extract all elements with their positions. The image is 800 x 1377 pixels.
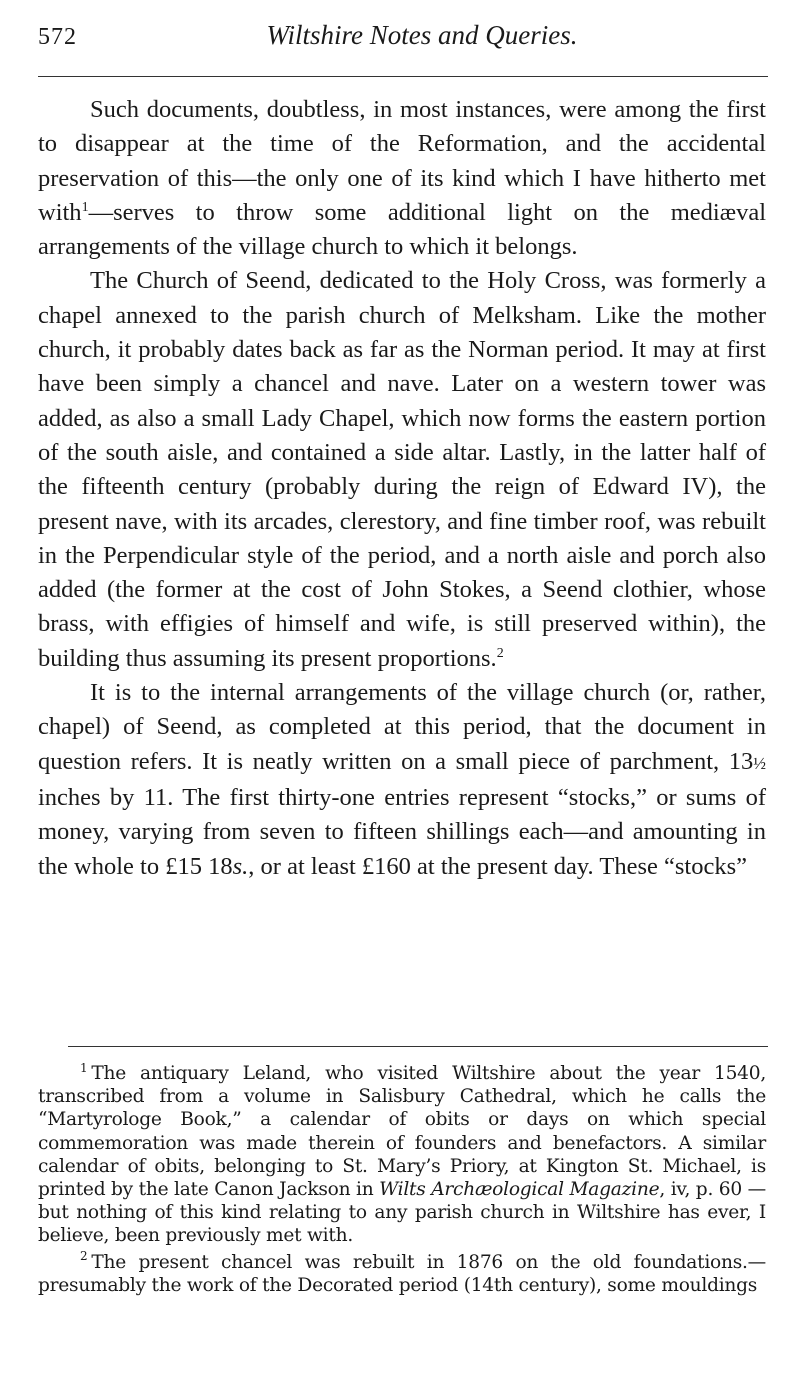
footnote-2-text: The present chancel was rebuilt in 1876 on the old foundations.—presumably the work of the Decorated period (14th century), some mouldings [38, 1251, 766, 1296]
shillings-abbrev: s. [232, 852, 249, 880]
paragraph-3 [38, 676, 766, 884]
running-title: Wiltshire Notes and Queries. [266, 20, 578, 50]
footnote-1-mark: 1 [80, 1060, 88, 1075]
footnote-rule [68, 1046, 768, 1047]
footnote-ref-2[interactable]: 2 [496, 645, 504, 661]
fraction-half: ½ [753, 753, 766, 773]
page-header [38, 0, 766, 62]
body-text [38, 93, 766, 884]
paragraph-2-text: The Church of Seend, dedicated to the Holy Cross, was formerly a chapel annexed to the parish church of Melksham. Like the mother church, it probably dates back as far as the Norman period. It may at first have been simply a chancel and nave. Later on a western tower was added, as also a small Lady Chapel, which now forms the eastern portion of the south aisle, and contained a side altar. Lastly, in the latter half of the fifteenth century (probably during the reign of Edward IV), the present nave, with its arcades, clerestory, and fine timber roof, was rebuilt in the Perpendicular style of the period, and a north aisle and porch also added (the former at the cost of John Stokes, a Seend clothier, whose brass, with effigies of himself and wife, is still preserved within), the building thus assuming its present proportions. [38, 267, 766, 672]
header-rule [38, 76, 768, 77]
footnote-1 [38, 1062, 766, 1248]
paragraph-3-text-c: , or at least £160 at the present day. These “stocks” [248, 852, 747, 880]
paragraph-1-text-b: —serves to throw some additional light on the mediæval arrangements of the village church to which it belongs. [38, 198, 766, 261]
page-number: 572 [38, 24, 77, 50]
footnote-ref-1[interactable]: 1 [81, 199, 89, 215]
footnote-1-title: Wilts Archæological Magazine [379, 1179, 660, 1201]
footnote-2-mark: 2 [80, 1249, 88, 1264]
paragraph-1 [38, 93, 766, 264]
footnote-1-text-b: , iv, p. 60 —but nothing of this kind relating to any parish church in Wiltshire has ever, I believe, been previously met with. [38, 1179, 766, 1247]
paragraph-2 [38, 264, 766, 676]
paragraph-3-text-b: inches by 11. The first thirty-one entries represent “stocks,” or sums of money, varying from seven to fifteen shillings each—and amounting in the whole to £15 18 [38, 783, 766, 880]
footnote-1-text-a: The antiquary Leland, who visited Wiltshire about the year 1540, transcribed from a volume in Salisbury Cathedral, which he calls the “Martyrologe Book,” a calendar of obits or days on which special commemoration was made therein of founders and benefactors. A similar calendar of obits, belonging to St. Mary’s Priory, at Kington St. Michael, is printed by the late Canon Jackson in [38, 1063, 766, 1201]
document-page [38, 0, 766, 1296]
paragraph-3-text-a: It is to the internal arrangements of the village church (or, rather, chapel) of Seend, as completed at this period, that the document in question refers. It is neatly written on a small piece of parchment, 13 [38, 679, 766, 775]
paragraph-1-text-a: Such documents, doubtless, in most instances, were among the first to disappear at the time of the Reformation, and the accidental preservation of this—the only one of its kind which I have hitherto met with [38, 96, 766, 226]
footnotes [38, 1062, 766, 1300]
footnote-2 [38, 1251, 766, 1297]
